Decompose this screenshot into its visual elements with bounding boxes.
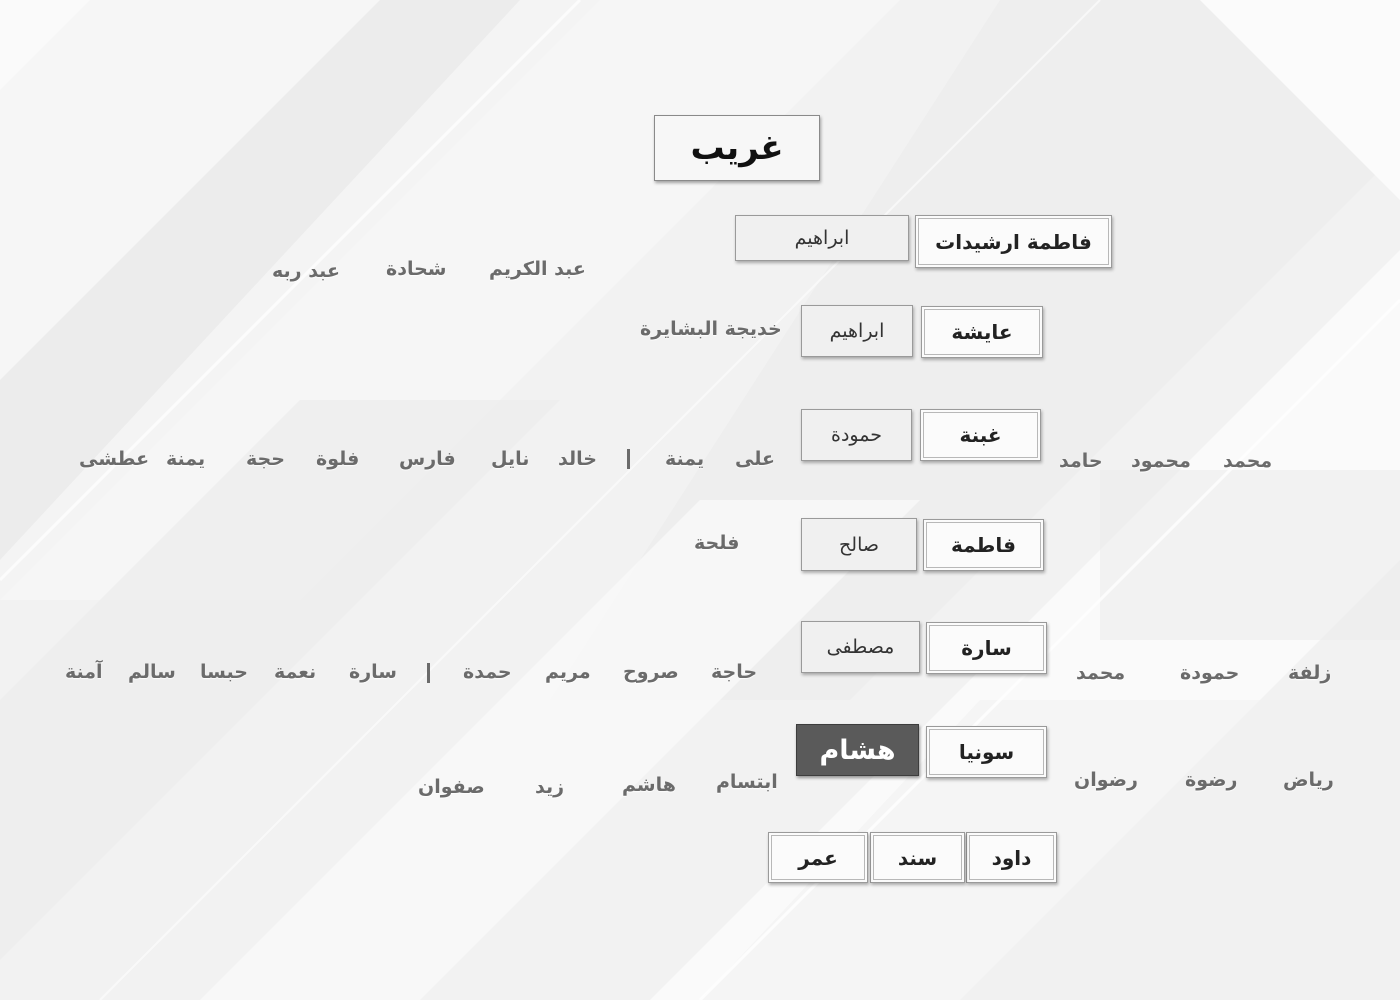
couple-wife-box: عايشة — [921, 306, 1043, 358]
child-name: حمودة — [1180, 662, 1240, 684]
child-name: على — [735, 448, 775, 470]
child-name: زلفة — [1288, 662, 1332, 684]
couple-wife-box: سارة — [926, 622, 1047, 674]
sibling-name: شحادة — [386, 258, 447, 280]
highlighted-husband-box: هشام — [796, 724, 919, 776]
separator — [427, 663, 430, 683]
couple-husband-box: حمودة — [801, 409, 912, 461]
family-title: غريب — [654, 115, 820, 181]
child-name: حمدة — [463, 661, 512, 683]
couple-wife-box: غبنة — [920, 409, 1041, 461]
child-name: نعمة — [274, 661, 317, 683]
separator — [627, 449, 630, 469]
sibling-name: عبد الكريم — [489, 258, 586, 280]
child-name: حجة — [246, 448, 285, 470]
grandchild-box: داود — [966, 832, 1057, 883]
child-name: سارة — [349, 661, 397, 683]
child-name: آمنة — [65, 661, 103, 683]
child-name: مريم — [545, 661, 591, 683]
parent-husband-box: ابراهيم — [735, 215, 909, 261]
child-name: ابتسام — [716, 771, 778, 793]
child-name: صروح — [623, 661, 679, 683]
couple-husband-box: ابراهيم — [801, 305, 913, 357]
parent-wife-box: فاطمة ارشيدات — [915, 215, 1112, 268]
child-name: رضوان — [1074, 769, 1138, 791]
child-name: فلحة — [694, 532, 740, 554]
child-name: نايل — [491, 448, 530, 470]
child-name: يمنة — [166, 448, 206, 470]
child-name: رياض — [1283, 769, 1334, 791]
sibling-name: عبد ربه — [272, 260, 340, 282]
child-name: فارس — [399, 448, 456, 470]
child-name: صفوان — [418, 776, 485, 798]
child-name: رضوة — [1185, 769, 1238, 791]
child-name: فلوة — [316, 448, 360, 470]
child-name: محمود — [1131, 450, 1191, 472]
child-name: هاشم — [622, 774, 676, 796]
child-name: محمد — [1223, 450, 1273, 472]
child-name: محمد — [1076, 662, 1126, 684]
couple-wife-box: سونيا — [926, 726, 1047, 778]
couple-husband-box: صالح — [801, 518, 917, 571]
child-name: حامد — [1059, 450, 1103, 472]
child-name: حاجة — [711, 661, 758, 683]
child-name: خالد — [558, 448, 597, 470]
child-name: عطشى — [79, 448, 150, 470]
child-name: سالم — [128, 661, 176, 683]
couple-husband-box: مصطفى — [801, 621, 920, 673]
child-name: يمنة — [665, 448, 705, 470]
grandchild-box: عمر — [768, 832, 868, 883]
child-name: حبسا — [200, 661, 248, 683]
couple-wife-box: فاطمة — [923, 519, 1044, 571]
child-name: زيد — [535, 776, 565, 798]
child-name: خديجة البشايرة — [640, 318, 782, 340]
grandchild-box: سند — [870, 832, 965, 883]
